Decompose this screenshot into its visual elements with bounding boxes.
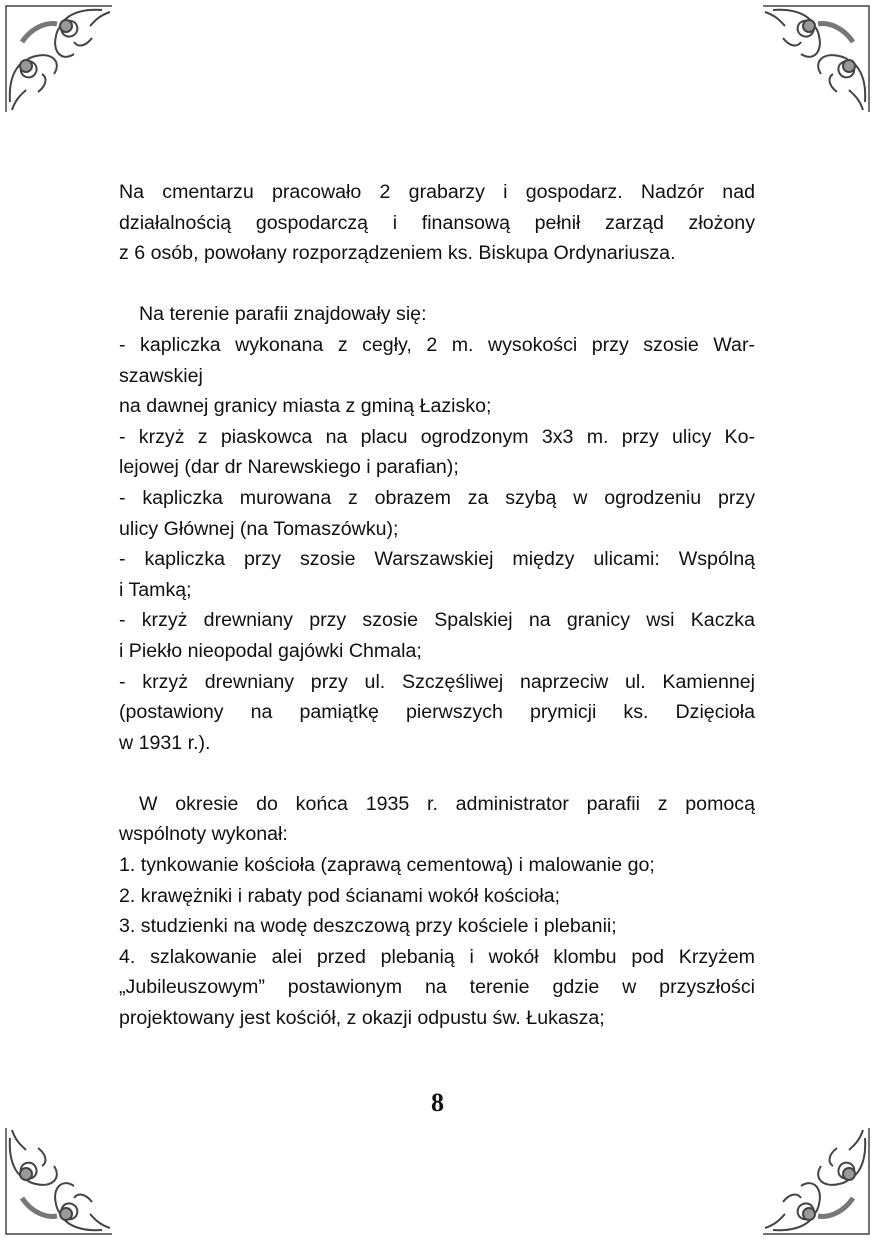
list-item-line: - kapliczka przy szosie Warszawskiej między ulicami: Wspólną — [119, 548, 755, 571]
corner-ornament-icon — [2, 2, 114, 114]
list-item-line: - krzyż z piaskowca na placu ogrodzonym 3x3 m. przy ulicy Ko- — [119, 425, 755, 448]
list-item-line: 1. tynkowanie kościoła (zaprawą cementową) i malowanie go; — [119, 854, 655, 877]
corner-ornament-icon — [761, 2, 873, 114]
text-line: z 6 osób, powołany rozporządzeniem ks. Biskupa Ordynariusza. — [119, 242, 676, 265]
text-line: działalnością gospodarczą i finansową pełnił zarząd złożony — [119, 211, 755, 234]
list-item-line: lejowej (dar dr Narewskiego i parafian); — [119, 456, 459, 479]
body-text — [119, 177, 755, 1034]
list-item-line: w 1931 r.). — [119, 731, 211, 754]
paragraph-intro: Na terenie parafii znajdowały się: — [139, 303, 427, 326]
list-item-line: 2. krawężniki i rabaty pod ścianami wokół kościoła; — [119, 884, 561, 907]
text-line: Na cmentarzu pracowało 2 grabarzy i gospodarz. Nadzór nad — [119, 181, 755, 203]
corner-ornament-icon — [2, 1126, 114, 1238]
list-item-line: na dawnej granicy miasta z gminą Łazisko; — [119, 395, 492, 418]
list-item-line: i Tamką; — [119, 578, 192, 601]
corner-ornament-icon — [761, 1126, 873, 1238]
list-item-line: - kapliczka murowana z obrazem za szybą w ogrodzeniu przy — [119, 486, 755, 509]
paragraph-intro: W okresie do końca 1935 r. administrator parafii z pomocą — [139, 792, 755, 815]
list-item-line: ulicy Głównej (na Tomaszówku); — [119, 517, 399, 540]
list-item-line: „Jubileuszowym” postawionym na terenie gdzie w przyszłości — [119, 976, 755, 999]
list-item-line: 4. szlakowanie alei przed plebanią i wokół klombu pod Krzyżem — [119, 945, 755, 968]
paragraph-intro: wspólnoty wykonał: — [119, 823, 288, 846]
list-item-line: (postawiony na pamiątkę pierwszych prymicji ks. Dzięcioła — [119, 701, 755, 724]
list-item-line: - krzyż drewniany przy ul. Szczęśliwej naprzeciw ul. Kamiennej — [119, 670, 755, 693]
list-item-line: - kapliczka wykonana z cegły, 2 m. wysokości przy szosie War- — [119, 333, 755, 356]
list-item-line: - krzyż drewniany przy szosie Spalskiej na granicy wsi Kaczka — [119, 609, 755, 632]
list-item-line: projektowany jest kościół, z okazji odpustu św. Łukasza; — [119, 1007, 605, 1030]
list-item-line: i Piekło nieopodal gajówki Chmala; — [119, 639, 422, 662]
page-number: 8 — [431, 1088, 444, 1117]
list-item-line: 3. studzienki na wodę deszczową przy kościele i plebanii; — [119, 915, 617, 938]
list-item-line: szawskiej — [119, 364, 203, 387]
